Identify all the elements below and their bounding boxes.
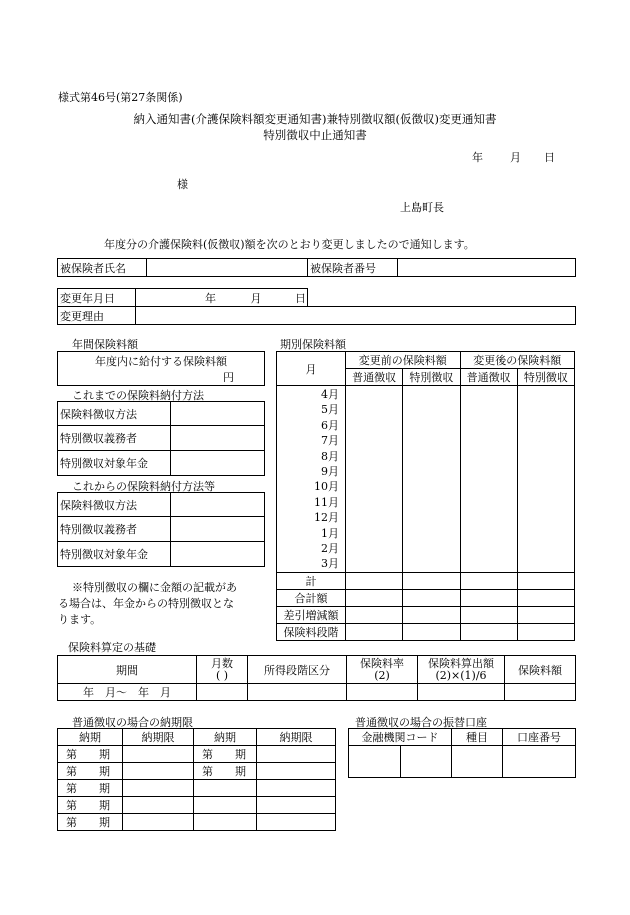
change-reason-label: 変更理由 [58, 307, 136, 325]
change-date-month: 月 [250, 291, 262, 305]
basis-months: 月数 ( ) [197, 656, 248, 684]
change-date-field[interactable] [136, 289, 308, 307]
change-reason-field[interactable] [136, 307, 576, 325]
total-row-label: 計 [277, 572, 346, 589]
basis-amount: 保険料額 [505, 656, 576, 684]
past-method-table [57, 401, 265, 476]
form-title: 納入通知書(介護保険料額変更通知書)兼特別徴収額(仮徴収)変更通知書 [133, 112, 497, 126]
diff-row-label: 差引増減額 [277, 606, 346, 623]
basis-income-stage: 所得段階区分 [248, 656, 347, 684]
term-cell: 第 期 [194, 746, 257, 763]
annual-heading: 年間保険料額 [72, 338, 138, 351]
form-subtitle: 特別徴収中止通知書 [263, 128, 367, 142]
past-method-row: 特別徴収対象年金 [58, 451, 171, 476]
change-date-year: 年 [205, 291, 216, 305]
period-table: 月 変更前の保険料額 変更後の保険料額 普通徴収 特別徴収 普通徴収 特別徴収 4月 5月 6月 7月 8月 9月 10月 11月 12月 1月 2月 3月 計 合計額 差引増減額 保険料段階 [276, 351, 575, 641]
insured-table [57, 258, 576, 277]
insured-name-field[interactable] [147, 259, 308, 277]
date-month-label: 月 [510, 151, 521, 164]
basis-heading: 保険料算定の基礎 [68, 641, 156, 654]
future-method-row: 特別徴収対象年金 [58, 542, 171, 567]
term-cell: 第 期 [194, 763, 257, 780]
future-method-table [57, 492, 265, 567]
past-method-row: 保険料徴収方法 [58, 402, 171, 426]
deadline-table: 納期 納期限 納期 納期限 第 期 第 期 第 期 第 期 第 期 第 期 第 期 [57, 728, 336, 831]
bank-code-header: 金融機関コード [349, 729, 452, 746]
stage-row-label: 保険料段階 [277, 623, 346, 640]
change-date-day: 日 [295, 291, 306, 305]
sum-row-label: 合計額 [277, 589, 346, 606]
bank-table [348, 728, 576, 778]
term-cell: 第 期 [58, 797, 123, 814]
term-cell: 第 期 [58, 746, 123, 763]
basis-period: 期間 [58, 656, 197, 684]
bank-type-header: 種目 [452, 729, 503, 746]
change-date-label: 変更年月日 [58, 289, 136, 307]
note: ※特別徴収の欄に金額の記載があ る場合は、年金からの特別徴収とな ります。 [58, 581, 237, 626]
past-method-heading: これまでの保険料納付方法 [72, 389, 204, 402]
basis-table [57, 655, 576, 701]
annual-unit: 円 [223, 371, 234, 384]
issuer: 上島町長 [400, 201, 444, 214]
period-heading: 期別保険料額 [280, 338, 346, 351]
insured-number-label: 被保険者番号 [308, 259, 398, 277]
future-method-row: 特別徴収義務者 [58, 517, 171, 542]
after-header: 変更後の保険料額 [460, 352, 575, 369]
term-cell: 第 期 [58, 780, 123, 797]
deadline-heading: 普通徴収の場合の納期限 [72, 716, 193, 729]
past-method-row: 特別徴収義務者 [58, 426, 171, 451]
bank-account-header: 口座番号 [503, 729, 576, 746]
intro-text: 年度分の介護保険料(仮徴収)額を次のとおり変更しましたので通知します。 [104, 238, 475, 251]
month-header: 月 [277, 352, 346, 386]
annual-box-label: 年度内に給付する保険料額 [95, 355, 227, 368]
bank-heading: 普通徴収の場合の振替口座 [355, 716, 487, 729]
change-table [57, 288, 576, 325]
basis-calc: 保険料算出額 (2)×(1)/6 [418, 656, 505, 684]
before-header: 変更前の保険料額 [346, 352, 461, 369]
annual-box [57, 351, 265, 386]
future-method-heading: これからの保険料納付方法等 [72, 480, 215, 493]
future-method-row: 保険料徴収方法 [58, 493, 171, 517]
date-day-label: 日 [544, 151, 555, 164]
term-cell: 第 期 [58, 814, 123, 831]
form-number: 様式第46号(第27条関係) [58, 91, 183, 104]
term-cell: 第 期 [58, 763, 123, 780]
insured-number-field[interactable] [398, 259, 576, 277]
basis-rate: 保険料率 (2) [347, 656, 418, 684]
basis-range: 年 月～ 年 月 [58, 684, 197, 701]
insured-name-label: 被保険者氏名 [58, 259, 147, 277]
date-year-label: 年 [472, 151, 483, 164]
month-list: 4月 5月 6月 7月 8月 9月 10月 11月 12月 1月 2月 3月 [277, 386, 346, 573]
addressee-suffix: 様 [177, 178, 188, 191]
